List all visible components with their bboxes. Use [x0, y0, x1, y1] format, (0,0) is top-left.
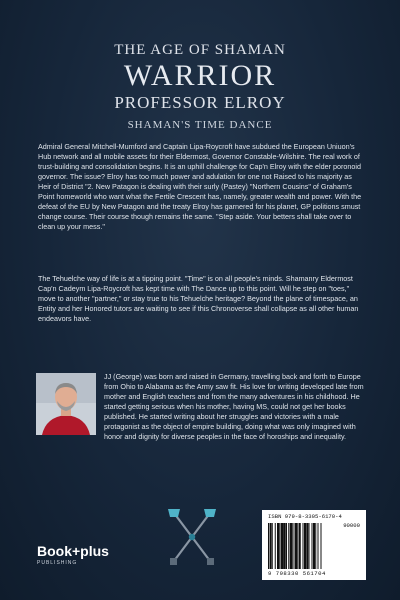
- isbn-barcode: [262, 510, 366, 580]
- publisher-subtitle: PUBLISHING: [37, 560, 78, 566]
- publisher-name: Book+plus: [37, 543, 109, 559]
- publisher-logo: [37, 543, 109, 566]
- book-subtitle: PROFESSOR ELROY: [114, 93, 286, 112]
- barcode-digits: 9 798330 561704: [268, 570, 326, 577]
- blurb-paragraph-1: Admiral General Mitchell-Mumford and Captain Lipa-Roycroft have subdued the European Uniuon's Hub network and all mobile assets for their Eldermost, Governor Constable-Wilshire. The real work of trust-building and consolidation begins. It is an uphill challenge for Cap'n Elroy with the elder poronoid governor. The issue? Elroy has too much power and adulation for one not Raised to his majority as Heir of District "2. New Patagon is dealing with their surly (Pastey) "Northern Cousins" of Graham's Point homeworld who want what the Fertile Crescent has, namely, greater wealth and power. With the defeat of the EU by New Patagon and the treaty Elroy has garnered for his planet, GP politions smust change course. Their course though remains the same. "Step aside. Your betters shall take over to clean up your mess.": [38, 142, 362, 231]
- book-title: WARRIOR: [123, 59, 277, 92]
- barcode-bars: [268, 523, 338, 569]
- isbn-number: ISBN 979-8-3305-6170-4: [268, 513, 342, 520]
- title-block: [0, 42, 400, 131]
- crossed-staffs-emblem-icon: [164, 507, 220, 567]
- author-photo: [36, 373, 96, 435]
- blurb-paragraph-2: The Tehuelche way of life is at a tipping point. "Time" is on all people's minds. Shamanry Eldermost Cap'n Cadeym Lipa-Roycroft has kept time with The Dance up to this point. Will he step on "toes," move to another "partner," or stay true to his Tehuelche heritage? Beyond the plane of timespace, an Entity and her Honored tutors are waiting to see if this Chronoverse shall collapse as all other human endeavors have.: [38, 274, 359, 323]
- author-bio: JJ (George) was born and raised in Germany, travelling back and forth to Europe from Ohio to Alabama as the Army saw fit. His love for writing developed late from mother and English teachers and from the many adventures in his childhood. He started getting serious when his mother, having MS, could not get her books published. He started writing about her struggles and victories with a male protagonist as the object of empire building, doing what was only imagined with honor and dignity for diverse peoples in the face of horoships and inequality.: [104, 372, 364, 441]
- series-title: THE AGE OF SHAMAN: [114, 42, 286, 58]
- book-tagline: SHAMAN'S TIME DANCE: [127, 119, 273, 131]
- price-code: 90000: [343, 522, 360, 529]
